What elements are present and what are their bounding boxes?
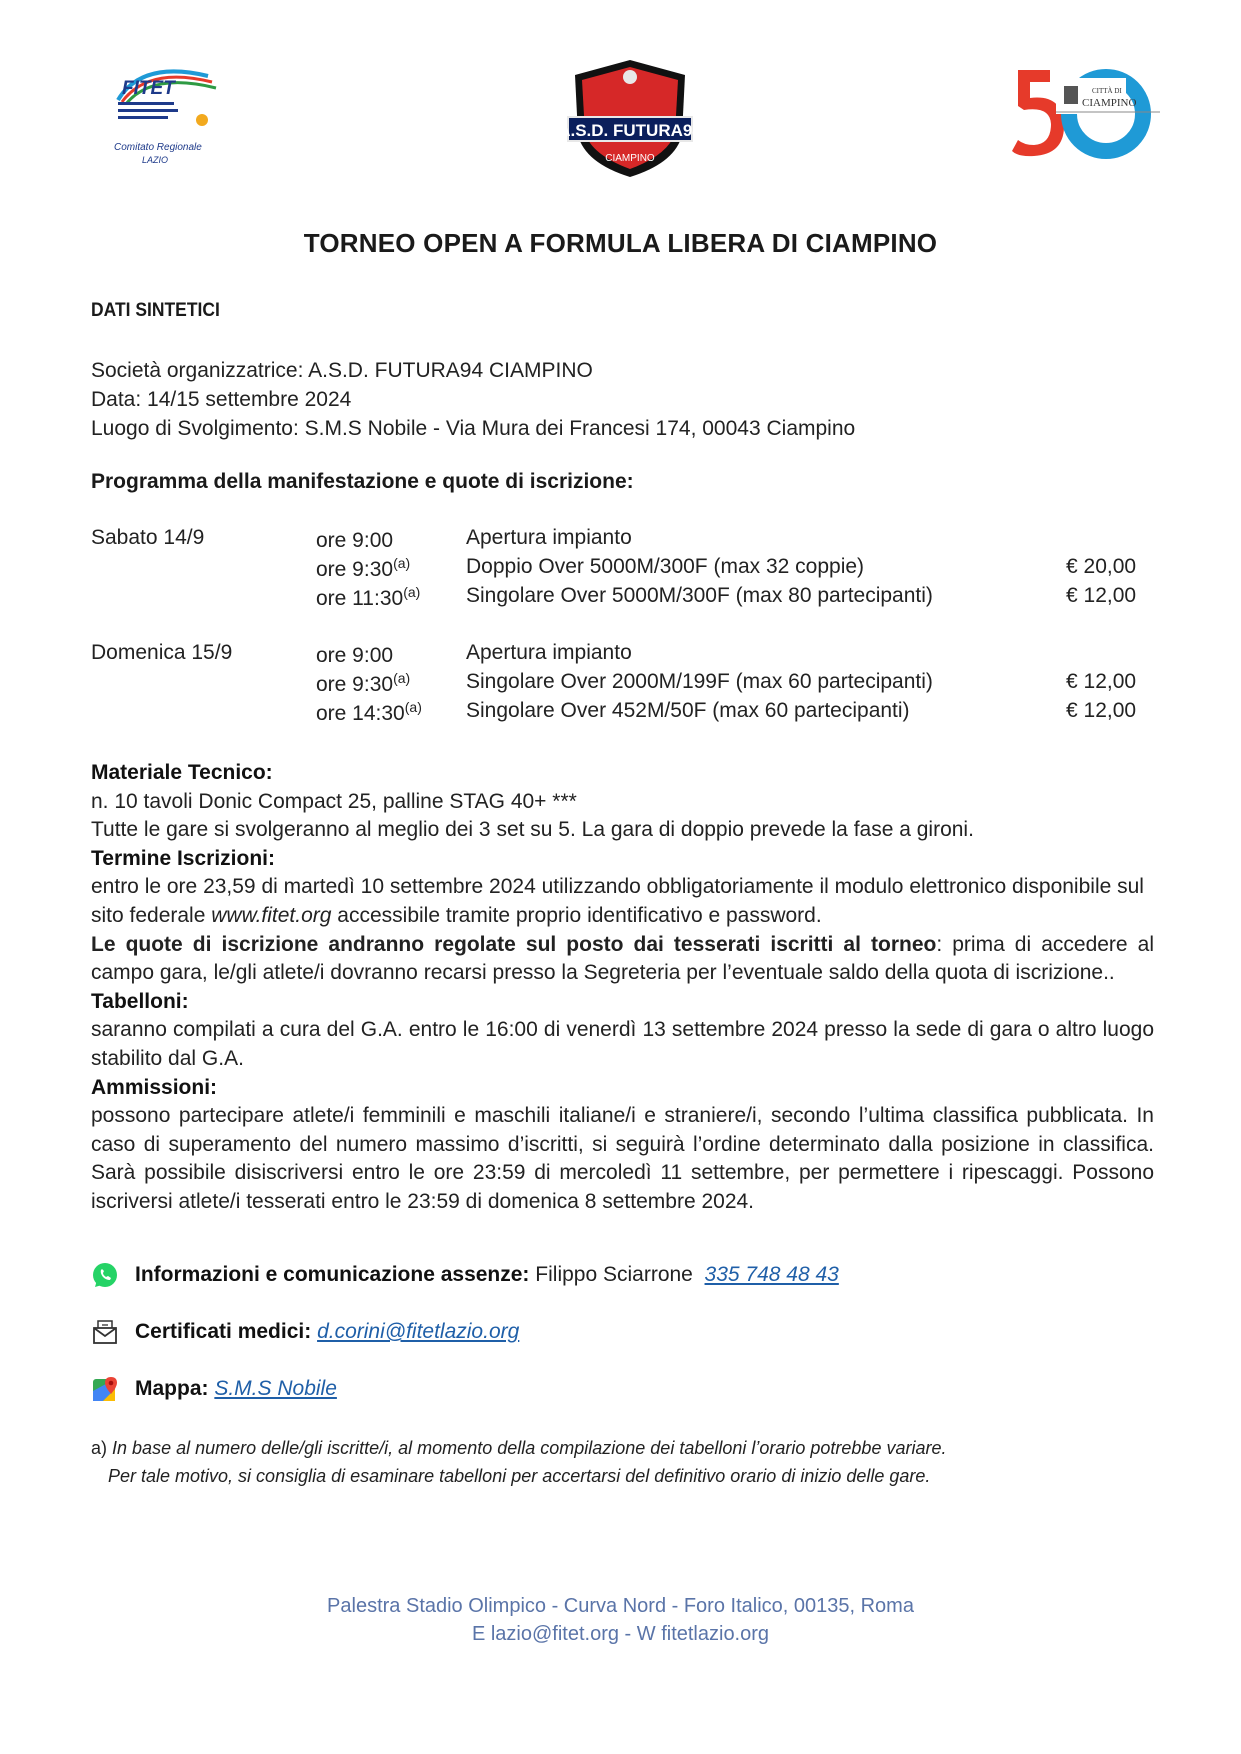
ammissioni-text: possono partecipare atlete/i femminili e maschili italiane/i e straniere/i, secondo l’ultima classifica pubblicata. In caso di superamento del numero massimo d’iscritti, si seguirà l’ordine determinato dalla posizione in classifica. Sarà possibile disiscriversi entro le ore 23:59 di mercoledì 11 settembre, per permettere i ripescaggi. Possono iscriversi atlete/i tesserati entro le 23:59 di domenica 8 settembre 2024.: [91, 1104, 1154, 1213]
phone-link[interactable]: 335 748 48 43: [704, 1263, 839, 1286]
page-title: TORNEO OPEN A FORMULA LIBERA DI CIAMPINO: [303, 228, 938, 258]
svg-text:CITTÀ DI: CITTÀ DI: [1092, 87, 1122, 95]
tabelloni-heading: Tabelloni:: [91, 989, 189, 1013]
contact-name: Filippo Sciarrone: [535, 1263, 693, 1286]
futura-name: A.S.D. FUTURA94: [560, 121, 700, 140]
footnote-line1: In base al numero delle/gli iscritte/i, al momento della compilazione dei tabelloni l’orario potrebbe variare.: [112, 1438, 947, 1458]
quote-text: Le quote di iscrizione andranno regolate sul posto dai tesserati iscritti al torneo: prima di accedere al campo gara, le/gli atlete/i dovranno recarsi presso la Segreteria per l’eventuale saldo della quota di iscrizione..: [91, 932, 1154, 985]
schedule-time: ore 14:30$^{(a)}$: [316, 699, 422, 725]
schedule-time: ore 9:00: [316, 529, 394, 552]
program-heading: Programma della manifestazione e quote di iscrizione:: [91, 470, 634, 493]
schedule-price: € 12,00: [1066, 584, 1137, 607]
materiale-heading: Materiale Tecnico:: [91, 761, 273, 784]
page-footer: [0, 1592, 1241, 1648]
footnote: [91, 1434, 946, 1490]
schedule-price: € 20,00: [1066, 555, 1137, 578]
schedule-desc: Singolare Over 5000M/300F (max 80 partecipanti): [466, 584, 933, 607]
info-date: Data: 14/15 settembre 2024: [91, 388, 352, 411]
info-block: [91, 356, 855, 443]
termine-heading: Termine Iscrizioni:: [91, 846, 275, 870]
ciampino-name: CIAMPINO: [1082, 97, 1137, 109]
schedule-time: ore 9:00: [316, 644, 394, 667]
materiale-line2: Tutte le gare si svolgeranno al meglio dei 3 set su 5. La gara di doppio prevede la fase a gironi.: [91, 818, 974, 842]
footer-contacts: E lazio@fitet.org - W fitetlazio.org: [471, 1623, 770, 1645]
info-society: Società organizzatrice: A.S.D. FUTURA94 CIAMPINO: [91, 359, 593, 382]
mail-icon: [91, 1318, 119, 1346]
schedule-time: ore 11:30$^{(a)}$: [316, 584, 421, 610]
schedule-time: ore 9:30$^{(a)}$: [316, 555, 411, 581]
materiale-line1: n. 10 tavoli Donic Compact 25, palline STAG 40+ ***: [91, 789, 577, 813]
footnote-marker: a): [91, 1438, 108, 1458]
footnote-line2: Per tale motivo, si consiglia di esaminare tabelloni per accertarsi del definitivo orario di inizio delle gare.: [108, 1466, 931, 1486]
schedule-price: € 12,00: [1066, 699, 1137, 722]
section-label: DATI SINTETICI: [91, 300, 220, 321]
svg-text:Comitato Regionale: Comitato Regionale: [114, 142, 202, 153]
svg-text:LAZIO: LAZIO: [142, 155, 169, 165]
schedule-desc: Singolare Over 452M/50F (max 60 partecipanti): [466, 699, 910, 722]
schedule-desc: Doppio Over 5000M/300F (max 32 coppie): [466, 555, 865, 578]
schedule-time: ore 9:30$^{(a)}$: [316, 670, 411, 696]
schedule-day: Domenica 15/9: [91, 641, 233, 664]
schedule-day: Sabato 14/9: [91, 526, 205, 549]
footer-address: Palestra Stadio Olimpico - Curva Nord - Foro Italico, 00135, Roma: [327, 1595, 914, 1617]
svg-text:CIAMPINO: CIAMPINO: [605, 153, 655, 164]
map-icon: [91, 1375, 119, 1403]
email-link[interactable]: d.corini@fitetlazio.org: [317, 1320, 520, 1343]
info-place: Luogo di Svolgimento: S.M.S Nobile - Via Mura dei Francesi 174, 00043 Ciampino: [91, 417, 856, 440]
fitet-site: www.fitet.org: [211, 903, 332, 927]
details-body: [91, 759, 1154, 1217]
tabelloni-text: saranno compilati a cura del G.A. entro le 16:00 di venerdì 13 settembre 2024 presso la sede di gara o altro luogo stabilito dal G.A.: [91, 1018, 1154, 1070]
schedule-desc: Apertura impianto: [466, 526, 632, 549]
termine-text: entro le ore 23,59 di martedì 10 settembre 2024 utilizzando obbligatoriamente il modulo elettronico disponibile sul sito federale www.fitet.org accessibile tramite proprio identificativo e password.: [91, 875, 1144, 927]
schedule-price: € 12,00: [1066, 670, 1137, 693]
fitet-logo: [112, 62, 232, 174]
schedule-desc: Apertura impianto: [466, 641, 632, 664]
fitet-name: FITET: [122, 78, 175, 99]
map-link[interactable]: S.M.S Nobile: [214, 1377, 337, 1400]
whatsapp-icon: [91, 1261, 119, 1289]
schedule-desc: Singolare Over 2000M/199F (max 60 partecipanti): [466, 670, 933, 693]
ciampino-50-logo: [1010, 66, 1160, 161]
futura94-logo: [560, 55, 700, 180]
ammissioni-heading: Ammissioni:: [91, 1075, 218, 1099]
